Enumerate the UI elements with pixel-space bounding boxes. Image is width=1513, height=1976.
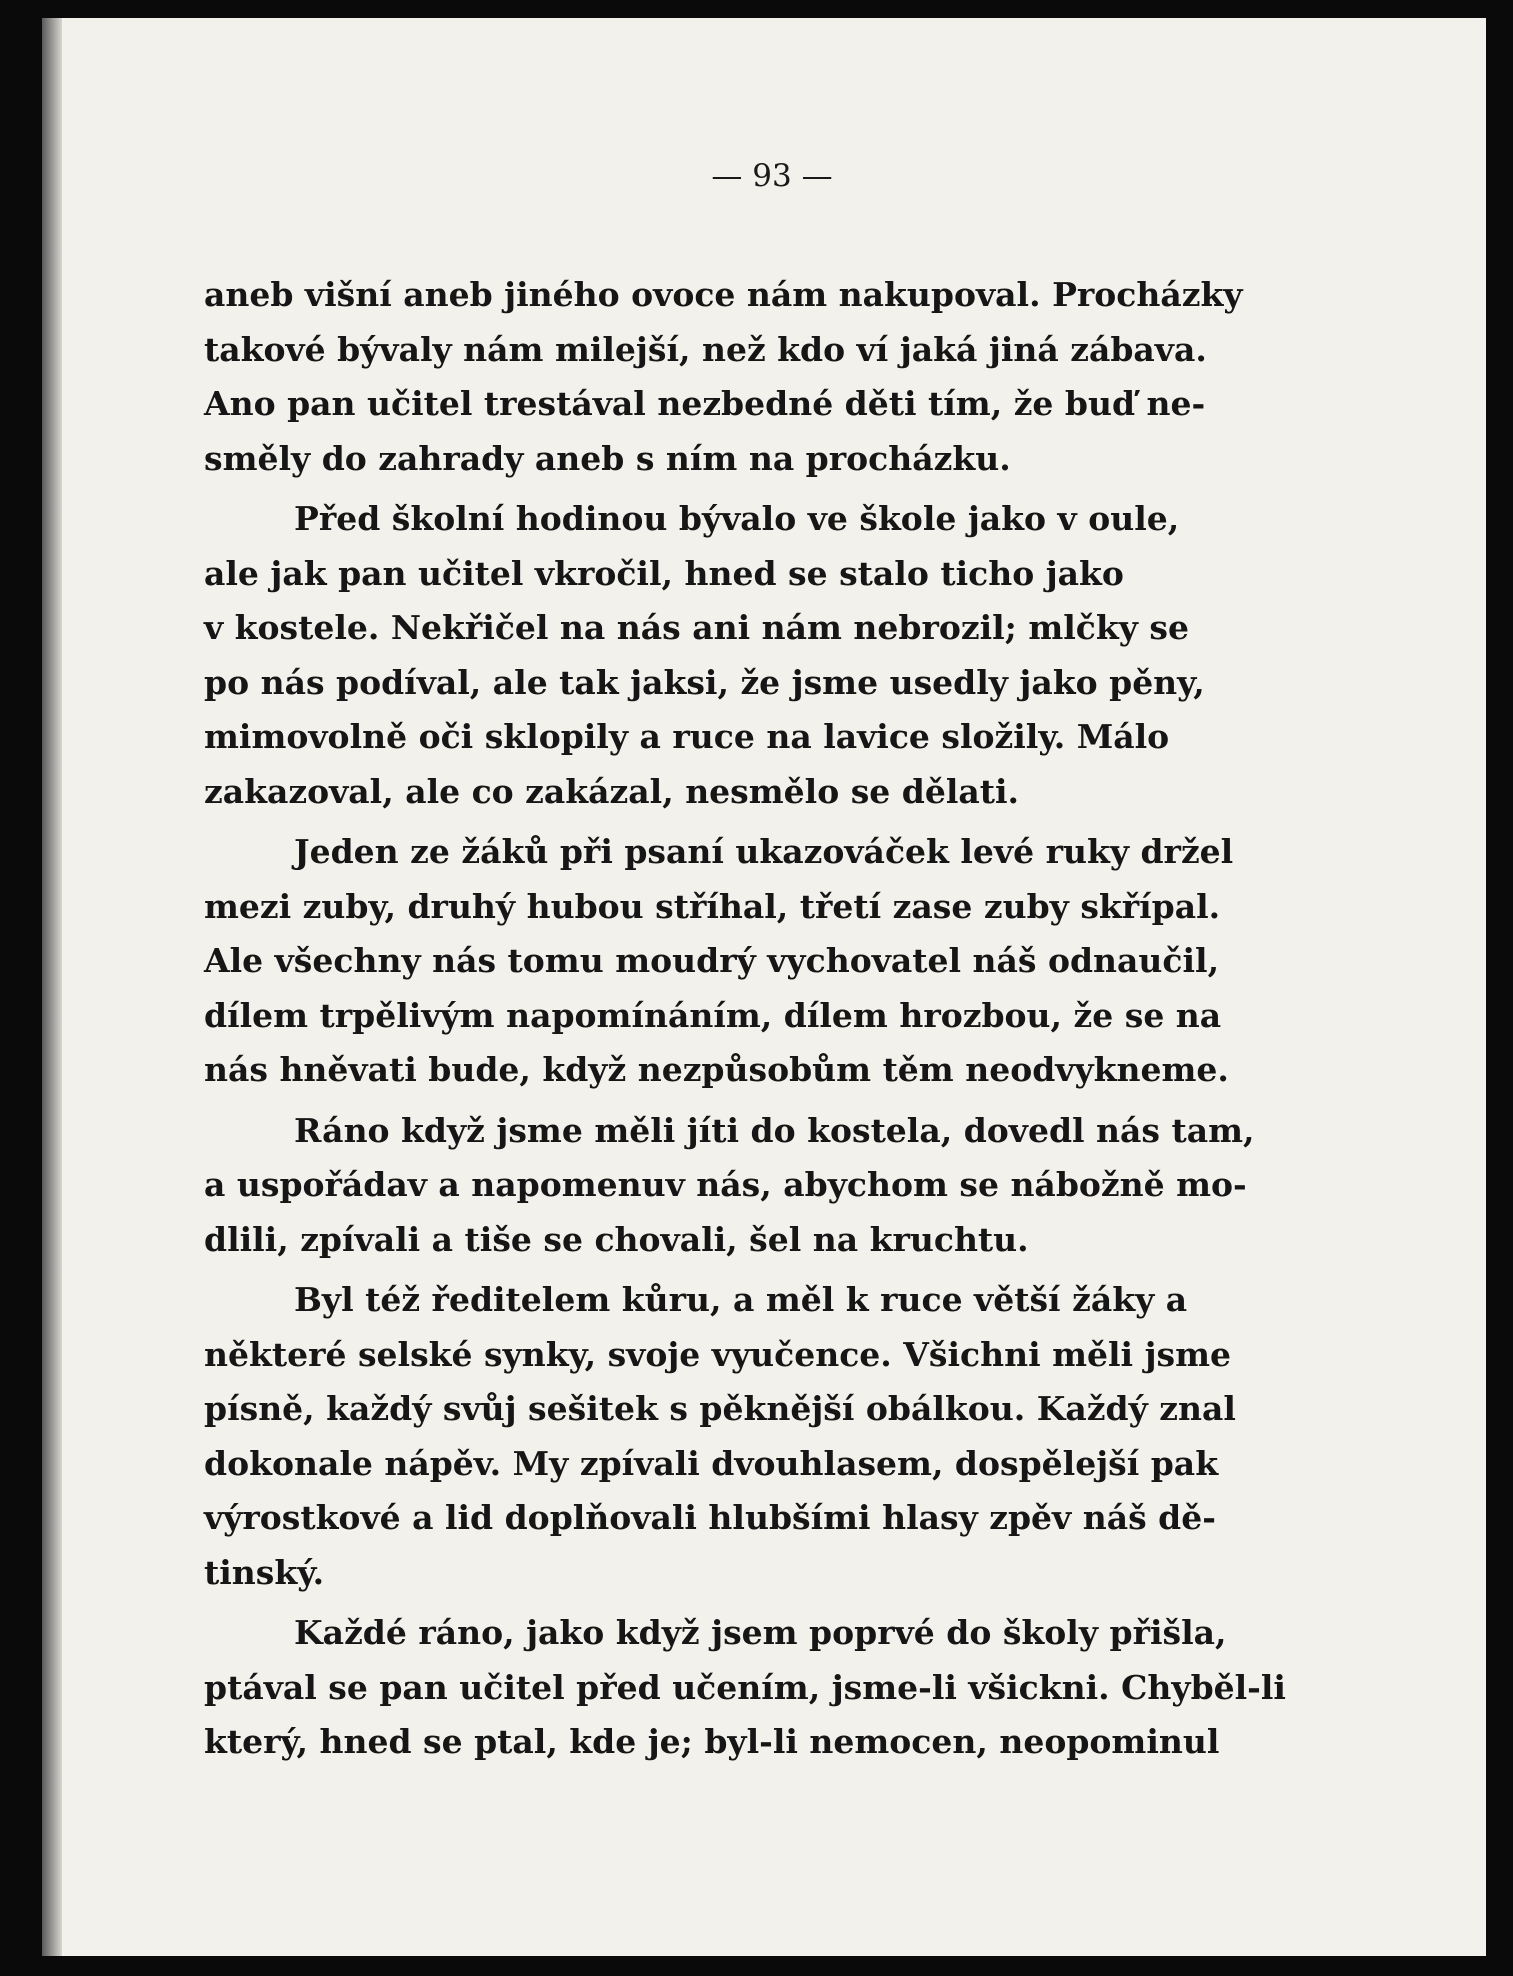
text-line: Jeden ze žáků při psaní ukazováček levé ruky držel	[294, 832, 1234, 871]
text-line: mezi zuby, druhý hubou stříhal, třetí zase zuby skřípal.	[204, 886, 1221, 926]
text-line: po nás podíval, ale tak jaksi, že jsme usedly jako pěny,	[204, 662, 1205, 702]
text-line: zakazoval, ale co zakázal, nesmělo se dělati.	[204, 771, 1020, 811]
text-line: Ano pan učitel trestával nezbedné děti tím, že buď ne-	[204, 384, 1206, 423]
paragraph	[204, 268, 1243, 486]
paragraph	[204, 1273, 1236, 1600]
text-line: dlili, zpívali a tiše se chovali, šel na kruchtu.	[204, 1219, 1029, 1259]
text-line: a uspořádav a napomenuv nás, abychom se nábožně mo-	[204, 1165, 1247, 1204]
text-line: písně, každý svůj sešitek s pěknější obálkou. Každý znal	[204, 1389, 1236, 1428]
text-line: ale jak pan učitel vkročil, hned se stalo ticho jako	[204, 553, 1124, 593]
text-line: směly do zahrady aneb s ním na procházku.	[204, 438, 1011, 478]
text-line: Byl též ředitelem kůru, a měl k ruce větší žáky a	[294, 1280, 1188, 1319]
text-line: některé selské synky, svoje vyučence. Všichni měli jsme	[204, 1334, 1232, 1374]
text-line: výrostkové a lid doplňovali hlubšími hlasy zpěv náš dě-	[204, 1498, 1216, 1537]
text-line: ptával se pan učitel před učením, jsme-li všickni. Chyběl-li	[204, 1667, 1286, 1707]
text-line: dokonale nápěv. My zpívali dvouhlasem, dospělejší pak	[204, 1443, 1219, 1483]
text-line: mimovolně oči sklopily a ruce na lavice složily. Málo	[204, 717, 1170, 756]
body-text	[204, 268, 1286, 1770]
text-line: Ráno když jsme měli jíti do kostela, dovedl nás tam,	[294, 1110, 1255, 1150]
paragraph	[204, 1606, 1286, 1770]
page-number: — 93 —	[711, 158, 833, 194]
text-line: Každé ráno, jako když jsem poprvé do školy přišla,	[294, 1613, 1227, 1652]
book-page	[42, 18, 1486, 1956]
text-line: aneb višní aneb jiného ovoce nám nakupoval. Procházky	[204, 275, 1243, 314]
paragraph	[204, 825, 1234, 1098]
text-line: Ale všechny nás tomu moudrý vychovatel náš odnaučil,	[204, 941, 1220, 980]
text-line: tinský.	[204, 1552, 325, 1592]
text-line: který, hned se ptal, kde je; byl-li nemocen, neopominul	[204, 1722, 1220, 1761]
text-line: Před školní hodinou bývalo ve škole jako v oule,	[294, 499, 1180, 538]
page-gutter	[42, 18, 62, 1956]
text-line: nás hněvati bude, když nezpůsobům těm neodvykneme.	[204, 1050, 1229, 1089]
text-line: takové bývaly nám milejší, než kdo ví jaká jiná zábava.	[204, 329, 1207, 369]
text-line: dílem trpělivým napomínáním, dílem hrozbou, že se na	[204, 995, 1222, 1035]
paragraph	[204, 492, 1205, 819]
text-line: v kostele. Nekřičel na nás ani nám nebrozil; mlčky se	[204, 608, 1190, 647]
paragraph	[204, 1104, 1255, 1268]
